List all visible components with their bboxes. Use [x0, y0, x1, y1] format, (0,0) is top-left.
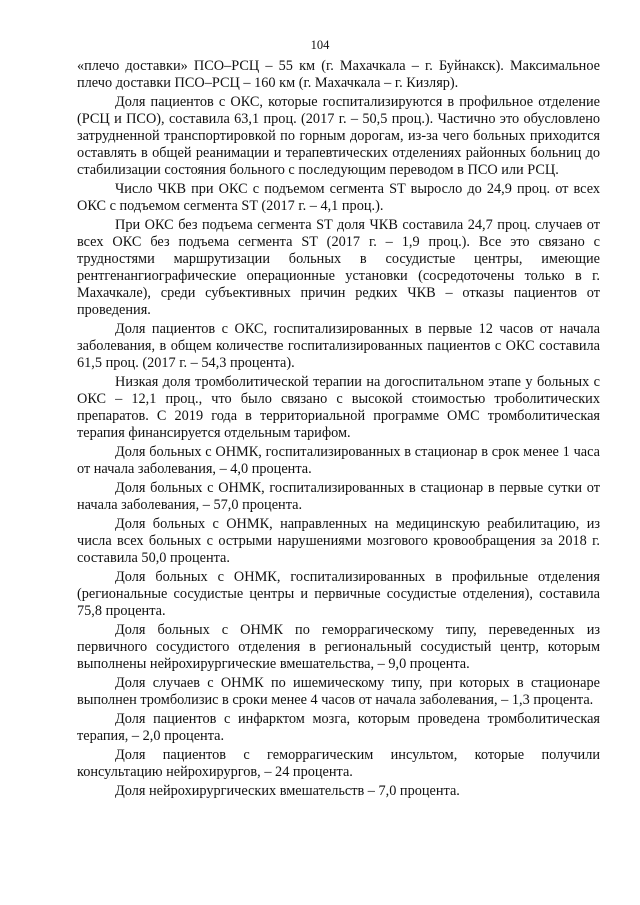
paragraph-oks-profile-hospitalization: Доля пациентов с ОКС, которые госпитализируются в профильное отделение (РСЦ и ПСО), составила 63,1 проц. (2017 г. – 50,5 проц.). Частично это обусловлено затрудненной транспортировкой по горным дорогам, из-за чего больных приходится оставлять в общей реанимации и терапевтических отделениях районных больниц до стабилизации состояния больного с последующим переводом в ПСО или РСЦ.	[77, 94, 600, 178]
paragraph-oks-first-12-hours: Доля пациентов с ОКС, госпитализированных в первые 12 часов от начала заболевания, в общем количестве госпитализированных пациентов с ОКС составила 61,5 проц. (2017 г. – 54,3 процента).	[77, 321, 600, 371]
paragraph-thrombolytic-prehospital: Низкая доля тромболитической терапии на догоспитальном этапе у больных с ОКС – 12,1 проц., что было связано с высокой стоимостью троболитических препаратов. С 2019 года в территориальной программе ОМС тромболитическая терапия финансируется отдельным тарифом.	[77, 374, 600, 441]
paragraph-pci-no-st-elevation: При ОКС без подъема сегмента ST доля ЧКВ составила 24,7 проц. случаев от всех ОКС без подъема сегмента ST (2017 г. – 1,9 проц.). Все это связано с трудностями маршрутизации больных в сосудистые центры, имеющие рентгенангиографические операционные установки (сосредоточены только в г. Махачкале), среди субъективных причин редких ЧКВ – отказы пациентов от проведения.	[77, 217, 600, 318]
paragraph-neurosurgical-interventions: Доля нейрохирургических вмешательств – 7,0 процента.	[115, 783, 460, 799]
paragraph-onmk-rehabilitation: Доля больных с ОНМК, направленных на медицинскую реабилитацию, из числа всех больных с острыми нарушениями мозгового кровообращения за 2018 г. составила 50,0 процента.	[77, 516, 600, 566]
paragraph-onmk-ischemic-thrombolysis: Доля случаев с ОНМК по ишемическому типу, при которых в стационаре выполнен тромболизис в сроки менее 4 часов от начала заболевания, – 1,3 процента.	[77, 675, 600, 708]
document-body	[77, 58, 600, 802]
paragraph-hemorrhagic-neurosurgery-consult: Доля пациентов с геморрагическим инсультом, которые получили консультацию нейрохирургов, – 24 процента.	[77, 747, 600, 780]
paragraph-brain-infarction-therapy: Доля пациентов с инфарктом мозга, которым проведена тромболитическая терапия, – 2,0 процента.	[77, 711, 600, 744]
paragraph-onmk-profile-departments: Доля больных с ОНМК, госпитализированных в профильные отделения (региональные сосудистые центры и первичные сосудистые отделения), составила 75,8 процента.	[77, 569, 600, 619]
paragraph-onmk-first-day: Доля больных с ОНМК, госпитализированных в стационар в первые сутки от начала заболевания, – 57,0 процента.	[77, 480, 600, 513]
paragraph-delivery-distance: «плечо доставки» ПСО–РСЦ – 55 км (г. Махачкала – г. Буйнакск). Максимальное плечо доставки ПСО–РСЦ – 160 км (г. Махачкала – г. Кизляр).	[77, 58, 600, 91]
paragraph-pci-st-elevation: Число ЧКВ при ОКС с подъемом сегмента ST выросло до 24,9 проц. от всех ОКС с подъемом сегмента ST (2017 г. – 4,1 проц.).	[77, 181, 600, 214]
paragraph-onmk-hemorrhagic-transfer: Доля больных с ОНМК по геморрагическому типу, переведенных из первичного сосудистого отделения в региональный сосудистый центр, которым выполнены нейрохирургические вмешательства, – 9,0 процента.	[77, 622, 600, 672]
paragraph-onmk-within-1-hour: Доля больных с ОНМК, госпитализированных в стационар в срок менее 1 часа от начала заболевания, – 4,0 процента.	[77, 444, 600, 477]
page-number: 104	[310, 38, 330, 52]
